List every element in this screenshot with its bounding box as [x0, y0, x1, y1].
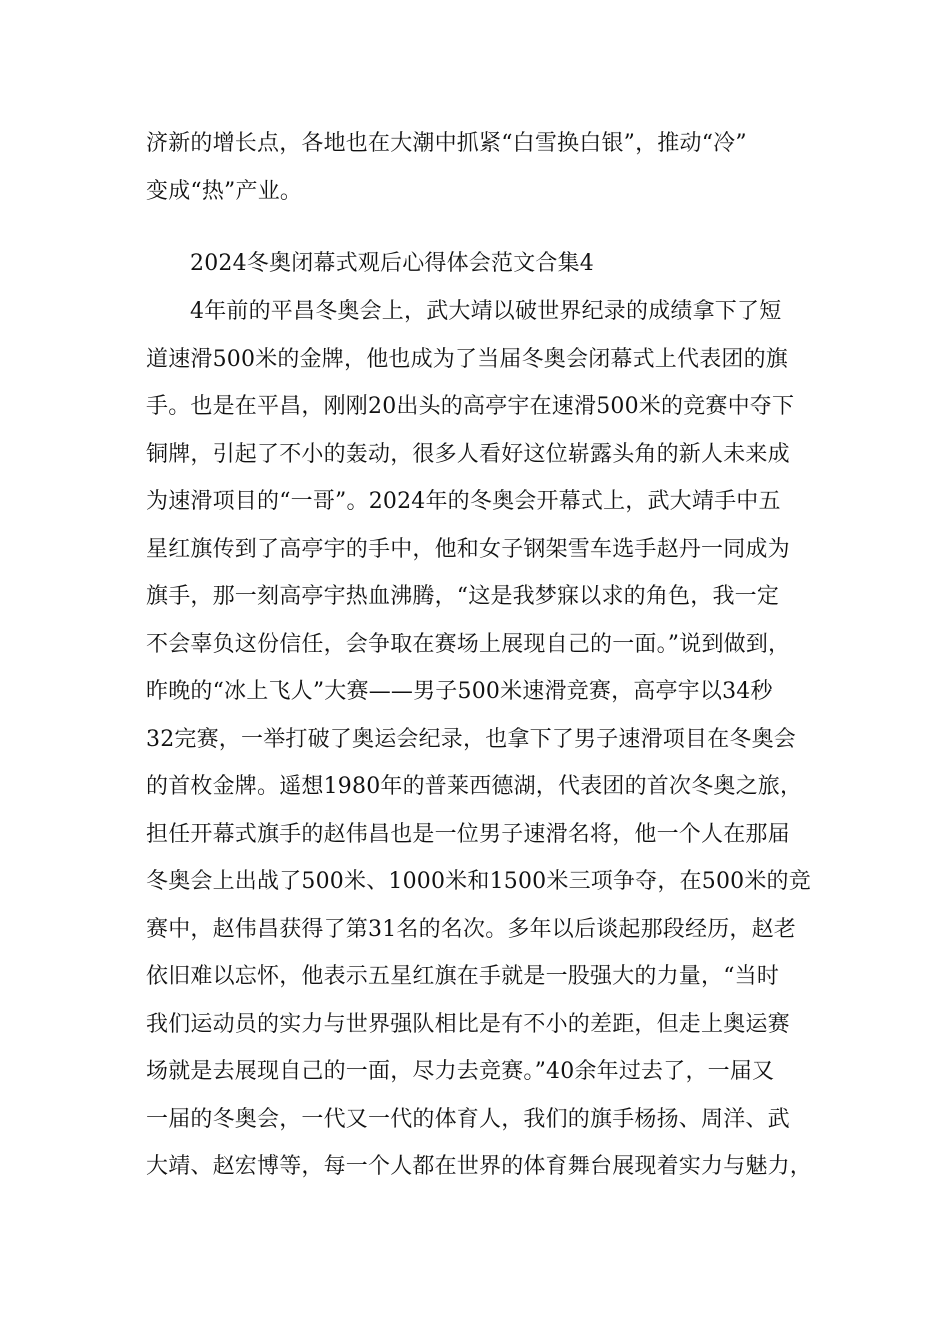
- text-line: 变成“热”产业。: [146, 178, 303, 204]
- text-line: 大靖、赵宏博等，每一个人都在世界的体育舞台展现着实力与魅力，: [146, 1154, 813, 1179]
- text-line: 星红旗传到了高亭宇的手中，他和女子钢架雪车选手赵丹一同成为: [146, 536, 790, 562]
- text-line: 担任开幕式旗手的赵伟昌也是一位男子速滑名将，他一个人在那届: [146, 821, 790, 847]
- text-line: 场就是去展现自己的一面，尽力去竞赛。”40余年过去了，一届又: [146, 1059, 775, 1084]
- text-line: 依旧难以忘怀，他表示五星红旗在手就是一股强大的力量，“当时: [146, 964, 780, 989]
- text-line: 赛中，赵伟昌获得了第31名的名次。多年以后谈起那段经历，赵老: [146, 916, 796, 942]
- text-line: 不会辜负这份信任，会争取在赛场上展现自己的一面。”说到做到，: [146, 631, 791, 657]
- text-line: 济新的增长点，各地也在大潮中抓紧“白雪换白银”，推动“冷”: [146, 131, 747, 156]
- body-paragraph: [146, 288, 826, 1191]
- intro-paragraph: [146, 120, 826, 215]
- heading-text: 2024冬奥闭幕式观后心得体会范文合集4: [190, 251, 594, 276]
- text-line: 32完赛，一举打破了奥运会纪录，也拿下了男子速滑项目在冬奥会: [146, 726, 796, 752]
- text-line: 我们运动员的实力与世界强队相比是有不小的差距，但走上奥运赛: [146, 1011, 790, 1037]
- text-line: 旗手，那一刻高亭宇热血沸腾，“这是我梦寐以求的角色，我一定: [146, 584, 780, 609]
- text-line: 的首枚金牌。遥想1980年的普莱西德湖，代表团的首次冬奥之旅，: [146, 774, 803, 799]
- text-line: 冬奥会上出战了500米、1000米和1500米三项争夺，在500米的竞: [146, 869, 811, 894]
- text-line: 道速滑500米的金牌，他也成为了当届冬奥会闭幕式上代表团的旗: [146, 346, 788, 372]
- text-line: 昨晚的“冰上飞人”大赛——男子500米速滑竞赛，高亭宇以34秒: [146, 679, 773, 704]
- text-line: 4年前的平昌冬奥会上，武大靖以破世界纪录的成绩拿下了短: [190, 299, 782, 324]
- section-heading: [146, 240, 826, 288]
- text-line: 一届的冬奥会，一代又一代的体育人，我们的旗手杨扬、周洋、武: [146, 1106, 790, 1132]
- text-line: 铜牌，引起了不小的轰动，很多人看好这位崭露头角的新人未来成: [146, 441, 790, 467]
- text-line: 手。也是在平昌，刚刚20出头的高亭宇在速滑500米的竞赛中夺下: [146, 394, 795, 419]
- text-line: 为速滑项目的“一哥”。2024年的冬奥会开幕式上，武大靖手中五: [146, 489, 781, 514]
